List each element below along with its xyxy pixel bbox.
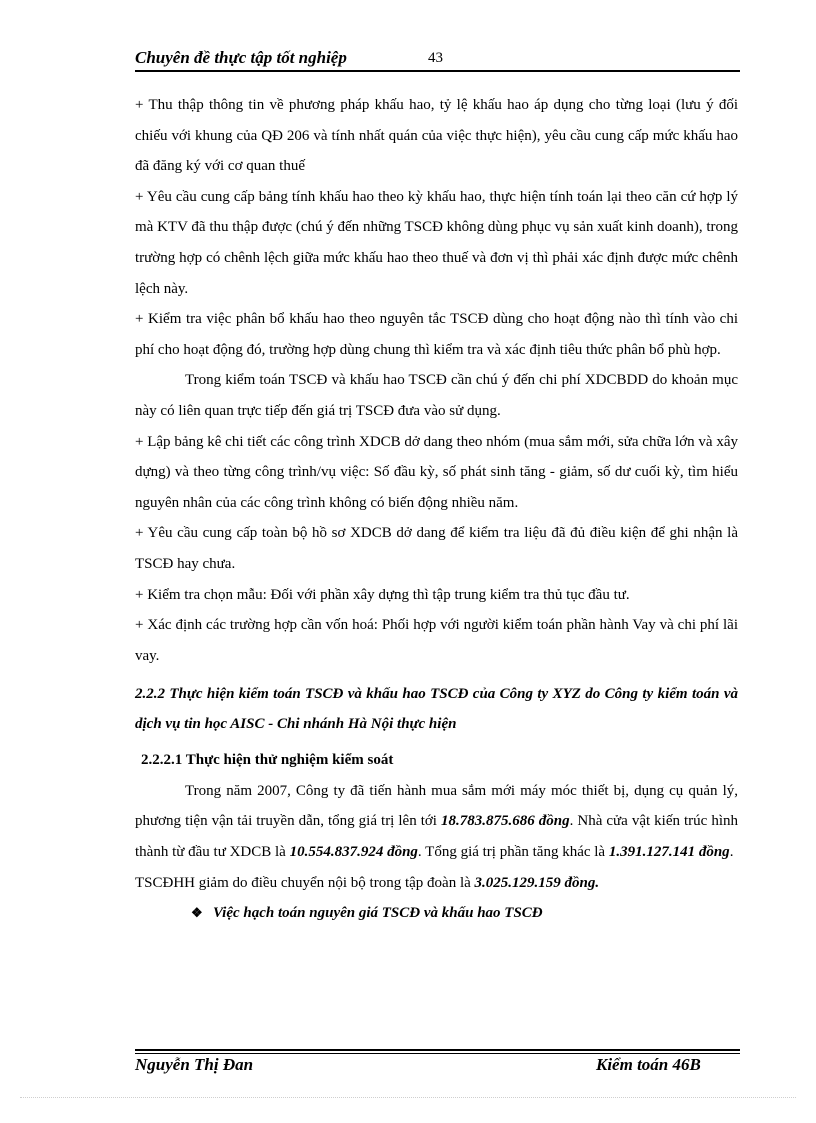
paragraph-10 [135, 868, 738, 899]
paragraph-3: + Kiểm tra việc phân bổ khấu hao theo nguyên tắc TSCĐ dùng cho hoạt động nào thì tính vào chi phí cho hoạt động đó, trường hợp dùng chung thì kiểm tra và xác định tiêu thức phân bổ phù hợp. [135, 311, 738, 358]
value-buildings: 10.554.837.924 đồng [289, 844, 418, 861]
subsection-heading: 2.2.2.1 Thực hiện thử nghiệm kiểm soát [141, 752, 394, 769]
paragraph-9-text-1: Trong năm 2007, Công ty đã tiến hành mua sắm mới máy móc thiết bị, dụng cụ quản lý, phương tiện vận tải truyền dẫn, tổng giá trị lên tới [135, 782, 738, 830]
paragraph-9 [135, 776, 738, 868]
footer-rule-thin [135, 1053, 740, 1054]
footer-class: Kiểm toán 46B [596, 1055, 701, 1074]
section-heading: 2.2.2 Thực hiện kiểm toán TSCĐ và khấu hao TSCĐ của Công ty XYZ do Công ty kiểm toán và dịch vụ tin học AISC - Chi nhánh Hà Nội thực hiện [135, 686, 738, 733]
header-rule [135, 70, 740, 72]
diamond-bullet-icon: ❖ [191, 905, 203, 921]
bullet-heading-text: Việc hạch toán nguyên giá TSCĐ và khấu hao TSCĐ [213, 905, 543, 922]
paragraph-1: + Thu thập thông tin về phương pháp khấu hao, tỷ lệ khấu hao áp dụng cho từng loại (lưu ý đối chiếu với khung của QĐ 206 và tính nhất quán của việc thực hiện), yêu cầu cung cấp mức khấu hao đã đăng ký với cơ quan thuế [135, 97, 738, 175]
header-title: Chuyên đề thực tập tốt nghiệp [135, 48, 347, 67]
body-text [135, 90, 738, 929]
page-break-line [20, 1097, 796, 1098]
bullet-heading [135, 898, 738, 929]
paragraph-5: + Lập bảng kê chi tiết các công trình XDCB dở dang theo nhóm (mua sắm mới, sửa chữa lớn và xây dựng) và theo từng công trình/vụ việc: Số đầu kỳ, số phát sinh tăng - giảm, số dư cuối kỳ, tìm hiểu nguyên nhân của các công trình không có biến động nhiều năm. [135, 433, 738, 511]
paragraph-6: + Yêu cầu cung cấp toàn bộ hồ sơ XDCB dở dang để kiểm tra liệu đã đủ điều kiện để ghi nhận là TSCĐ hay chưa. [135, 525, 738, 572]
value-decrease: 3.025.129.159 đồng. [474, 874, 600, 891]
footer-author: Nguyễn Thị Đan [135, 1055, 254, 1074]
paragraph-2: + Yêu cầu cung cấp bảng tính khấu hao theo kỳ khấu hao, thực hiện tính toán lại theo căn cứ hợp lý mà KTV đã thu thập được (chú ý đến những TSCĐ không dùng phục vụ sản xuất kinh doanh), trong trường hợp có chênh lệch giữa mức khấu hao theo thuế và đơn vị thì phải xác định được mức chênh lệch này. [135, 188, 738, 297]
paragraph-7: + Kiểm tra chọn mẫu: Đối với phần xây dựng thì tập trung kiểm tra thủ tục đầu tư. [135, 586, 630, 603]
paragraph-9-text-3: . Tổng giá trị phần tăng khác là [417, 844, 609, 861]
value-other-increase: 1.391.127.141 đồng [608, 844, 730, 861]
paragraph-10-text: TSCĐHH giảm do điều chuyển nội bộ trong tập đoàn là [135, 874, 475, 891]
footer-rule-thick [135, 1049, 740, 1051]
page-number: 43 [428, 50, 443, 66]
paragraph-9-text-4: . [729, 844, 734, 861]
paragraph-9-text-2: . Nhà cửa vật kiến trúc hình thành từ đầu tư XDCB là [135, 813, 738, 861]
value-new-assets: 18.783.875.686 đồng [440, 813, 570, 830]
paragraph-4: Trong kiểm toán TSCĐ và khấu hao TSCĐ cần chú ý đến chi phí XDCBDD do khoản mục này có liên quan trực tiếp đến giá trị TSCĐ đưa vào sử dụng. [135, 372, 738, 419]
paragraph-8: + Xác định các trường hợp cần vốn hoá: Phối hợp với người kiểm toán phần hành Vay và chi phí lãi vay. [135, 617, 738, 664]
